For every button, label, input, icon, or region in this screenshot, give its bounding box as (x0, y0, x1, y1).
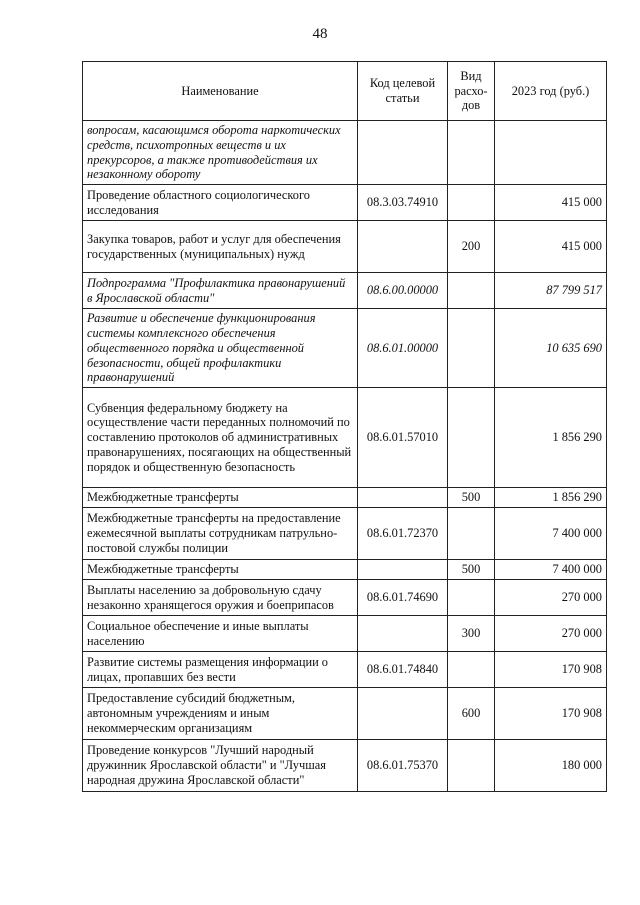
row-code-cell (358, 121, 448, 185)
table-row (83, 388, 607, 488)
table-row (83, 508, 607, 560)
row-type-cell (448, 388, 495, 488)
header-type: Вид расхо-дов (448, 62, 495, 121)
table-row (83, 121, 607, 185)
row-type-cell: 500 (448, 560, 495, 580)
table-row (83, 309, 607, 388)
row-name-cell: Выплаты населению за добровольную сдачу незаконно хранящегося оружия и боеприпасов (83, 580, 358, 616)
row-sum-cell: 170 908 (495, 688, 607, 740)
row-type-cell (448, 185, 495, 221)
row-code-cell: 08.6.01.72370 (358, 508, 448, 560)
row-code-cell: 08.6.01.75370 (358, 740, 448, 792)
row-type-cell (448, 508, 495, 560)
table-row (83, 185, 607, 221)
row-code-cell: 08.6.01.57010 (358, 388, 448, 488)
row-sum-cell: 7 400 000 (495, 508, 607, 560)
row-type-cell (448, 740, 495, 792)
row-sum-cell: 180 000 (495, 740, 607, 792)
table-row (83, 273, 607, 309)
header-name: Наименование (83, 62, 358, 121)
row-sum-cell: 1 856 290 (495, 488, 607, 508)
table-row (83, 560, 607, 580)
table-row (83, 740, 607, 792)
row-type-cell: 300 (448, 616, 495, 652)
table-body (83, 121, 607, 792)
row-type-cell (448, 309, 495, 388)
row-sum-cell: 7 400 000 (495, 560, 607, 580)
row-sum-cell: 270 000 (495, 580, 607, 616)
table-row (83, 488, 607, 508)
table-row (83, 652, 607, 688)
row-name-cell: Предоставление субсидий бюджетным, автономным учреждениям и иным некоммерческим организациям (83, 688, 358, 740)
row-code-cell (358, 221, 448, 273)
row-name-cell: Подпрограмма "Профилактика правонарушений в Ярославской области" (83, 273, 358, 309)
row-name-cell: Закупка товаров, работ и услуг для обеспечения государственных (муниципальных) нужд (83, 221, 358, 273)
row-name-cell: Развитие системы размещения информации о лицах, пропавших без вести (83, 652, 358, 688)
row-code-cell (358, 616, 448, 652)
page-number: 48 (312, 26, 328, 42)
row-type-cell (448, 580, 495, 616)
row-type-cell (448, 121, 495, 185)
table-row (83, 221, 607, 273)
row-name-cell: Межбюджетные трансферты на предоставление ежемесячной выплаты сотрудникам патрульно-постовой службы полиции (83, 508, 358, 560)
row-code-cell (358, 560, 448, 580)
row-type-cell: 500 (448, 488, 495, 508)
row-name-cell: Развитие и обеспечение функционирования системы комплексного обеспечения общественного порядка и общественной безопасности, общей профилактики правонарушений (83, 309, 358, 388)
row-type-cell: 600 (448, 688, 495, 740)
table-header-row (83, 62, 607, 121)
row-sum-cell: 415 000 (495, 221, 607, 273)
row-type-cell (448, 652, 495, 688)
row-sum-cell: 1 856 290 (495, 388, 607, 488)
table-row (83, 688, 607, 740)
row-type-cell: 200 (448, 221, 495, 273)
row-code-cell: 08.6.01.00000 (358, 309, 448, 388)
row-name-cell: Проведение областного социологического исследования (83, 185, 358, 221)
row-sum-cell: 87 799 517 (495, 273, 607, 309)
row-sum-cell: 10 635 690 (495, 309, 607, 388)
row-name-cell: Социальное обеспечение и иные выплаты населению (83, 616, 358, 652)
row-sum-cell: 170 908 (495, 652, 607, 688)
row-sum-cell (495, 121, 607, 185)
row-name-cell: Межбюджетные трансферты (83, 488, 358, 508)
header-sum: 2023 год (руб.) (495, 62, 607, 121)
row-code-cell (358, 488, 448, 508)
header-code: Код целевой статьи (358, 62, 448, 121)
row-sum-cell: 270 000 (495, 616, 607, 652)
row-name-cell: Проведение конкурсов "Лучший народный дружинник Ярославской области" и "Лучшая народная дружина Ярославской области" (83, 740, 358, 792)
row-code-cell: 08.6.00.00000 (358, 273, 448, 309)
row-name-cell: Межбюджетные трансферты (83, 560, 358, 580)
budget-table (82, 61, 607, 792)
row-sum-cell: 415 000 (495, 185, 607, 221)
row-code-cell: 08.6.01.74690 (358, 580, 448, 616)
row-code-cell: 08.6.01.74840 (358, 652, 448, 688)
table-row (83, 580, 607, 616)
row-name-cell: Субвенция федеральному бюджету на осуществление части переданных полномочий по составлению протоколов об административных правонарушениях, посягающих на общественный порядок и общественную безопасность (83, 388, 358, 488)
row-name-cell: вопросам, касающимся оборота наркотических средств, психотропных веществ и их прекурсоров, а также противодействия их незаконному обороту (83, 121, 358, 185)
row-type-cell (448, 273, 495, 309)
table-row (83, 616, 607, 652)
row-code-cell: 08.3.03.74910 (358, 185, 448, 221)
row-code-cell (358, 688, 448, 740)
